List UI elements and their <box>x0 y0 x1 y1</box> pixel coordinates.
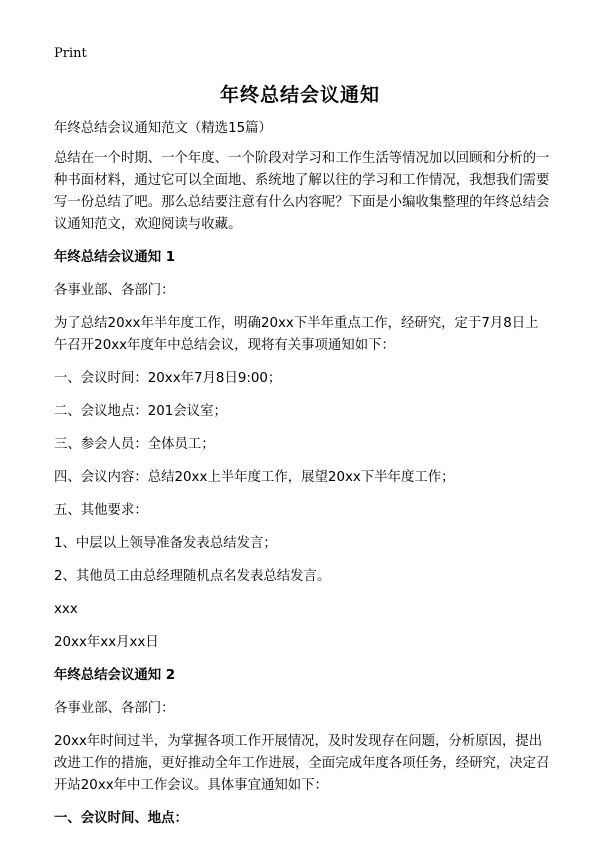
document-subtitle: 年终总结会议通知范文（精选15篇） <box>54 121 272 136</box>
notice1-item-content: 四、会议内容：总结20xx上半年度工作，展望20xx下半年度工作； <box>54 470 455 485</box>
notice1-heading: 年终总结会议通知 1 <box>54 250 176 265</box>
notice1-body: 为了总结20xx年半年度工作，明确20xx下半年重点工作，经研究，定于7月8日上午召开20xx年度年中总结会议，现将有关事项通知如下： <box>54 316 539 353</box>
notice2-salutation: 各事业部、各部门： <box>54 701 175 716</box>
notice2-item-time-location: 一、会议时间、地点： <box>54 811 188 826</box>
notice1-requirement-1: 1、中层以上领导准备发表总结发言； <box>54 536 277 551</box>
print-link[interactable]: Print <box>54 46 87 61</box>
intro-paragraph: 总结在一个时期、一个年度、一个阶段对学习和工作生活等情况加以回顾和分析的一种书面材料，通过它可以全面地、系统地了解以往的学习和工作情况，我想我们需要写一份总结了吧。那么总结要注意有什么内容呢？下面是小编收集整理的年终总结会议通知范文，欢迎阅读与收藏。 <box>54 151 550 232</box>
notice1-requirement-2: 2、其他员工由总经理随机点名发表总结发言。 <box>54 569 331 584</box>
notice1-item-time: 一、会议时间：20xx年7月8日9:00； <box>54 371 282 386</box>
notice1-salutation: 各事业部、各部门： <box>54 283 175 298</box>
notice2-heading: 年终总结会议通知 2 <box>54 668 176 683</box>
notice1-signature: xxx <box>54 602 78 617</box>
page-title: 年终总结会议通知 <box>219 84 380 106</box>
notice1-item-requirements: 五、其他要求： <box>54 503 148 518</box>
notice1-item-location: 二、会议地点：201会议室； <box>54 404 227 419</box>
document-body <box>54 118 550 841</box>
notice1-date: 20xx年xx月xx日 <box>54 635 159 650</box>
notice1-item-attendees: 三、参会人员：全体员工； <box>54 437 215 452</box>
notice2-body: 20xx年时间过半，为掌握各项工作开展情况，及时发现存在问题，分析原因，提出改进工作的措施，更好推动全年工作进展，全面完成年度各项任务，经研究，决定召开站20xx年中工作会议。具体事宜通知如下： <box>54 734 550 793</box>
